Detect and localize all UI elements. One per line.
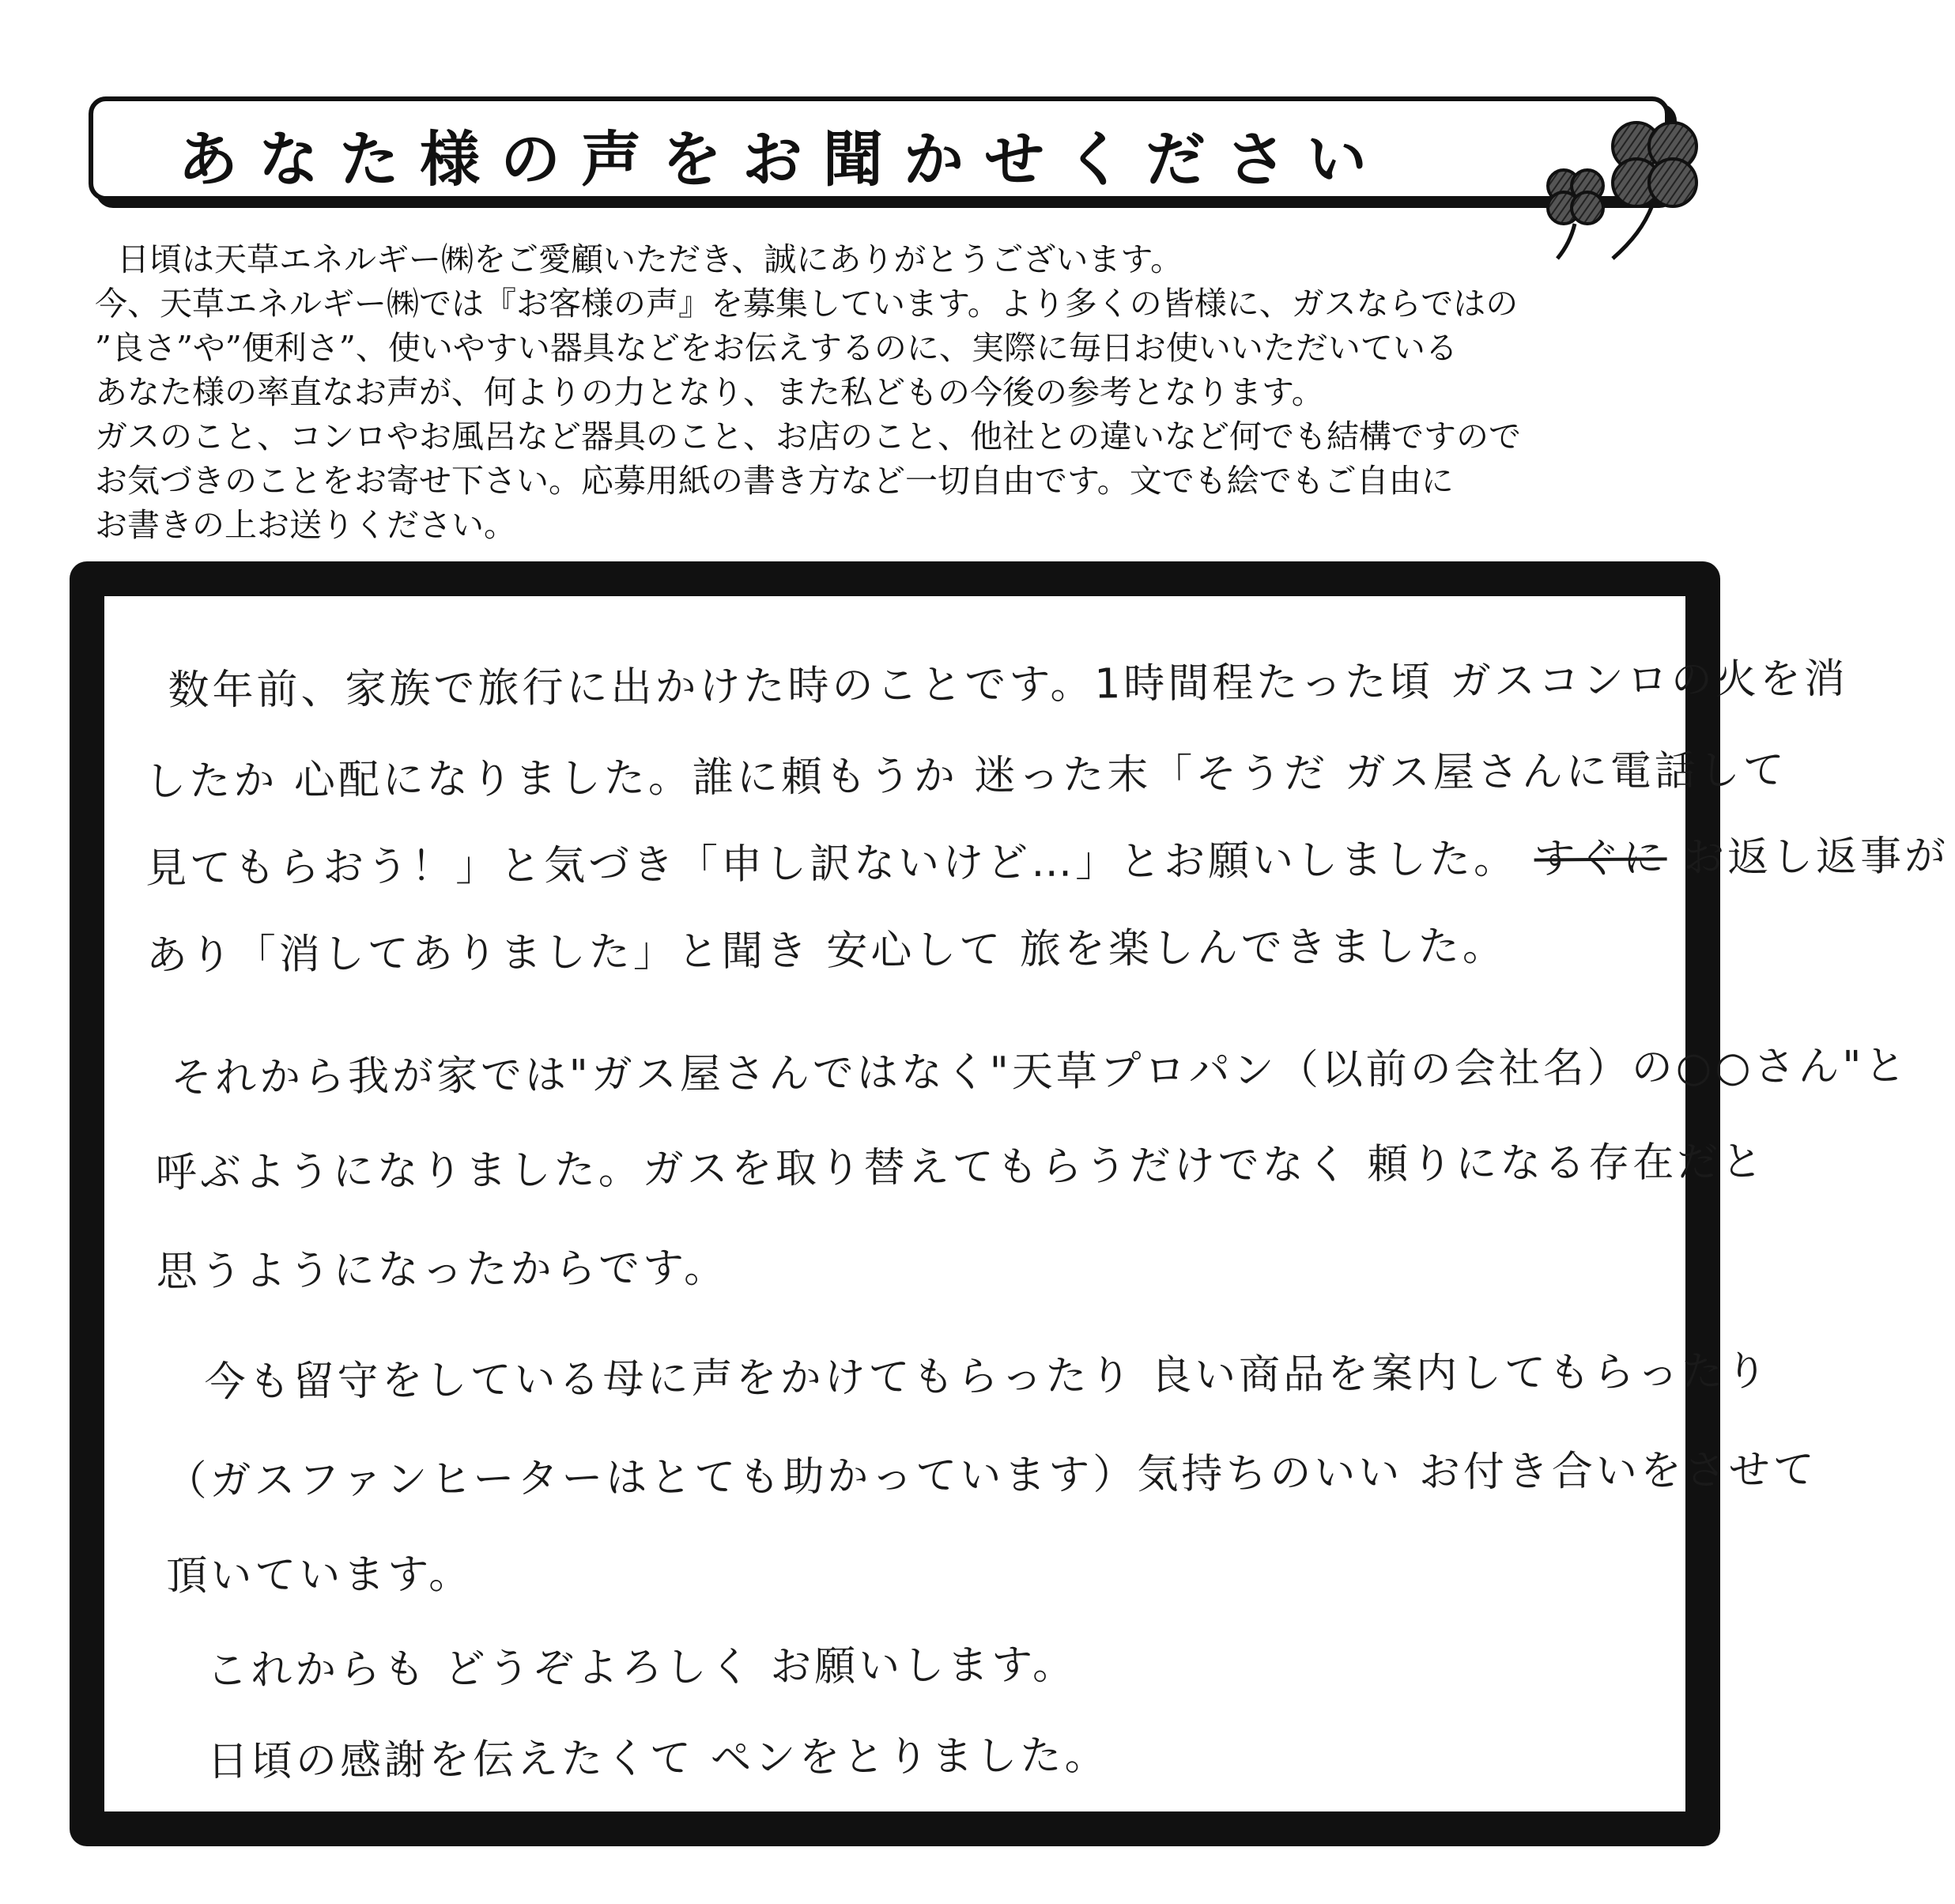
intro-line: 日頃は天草エネルギー㈱をご愛顧いただき、誠にありがとうございます。 — [117, 240, 1183, 278]
handwritten-line: したか 心配になりました。誰に頼もうか 迷った末「そうだ ガス屋さんに電話して — [145, 746, 1788, 806]
intro-line: お気づきのことをお寄せ下さい。応募用紙の書き方など一切自由です。文でも絵でもご自由に — [95, 462, 1454, 500]
handwritten-line: （ガスファンヒーターはとても助かっています）気持ちのいい お付き合いをさせて — [165, 1446, 1818, 1505]
handwritten-line: 数年前、家族で旅行に出かけた時のことです。1時間程たった頃 ガスコンロの火を消 — [168, 655, 1849, 715]
handwritten-segment: お返し返事が — [1682, 832, 1949, 882]
intro-line: 今、天草エネルギー㈱では『お客様の声』を募集しています。より多くの皆様に、ガスならではの — [95, 285, 1519, 323]
handwritten-line: 今も留守をしている母に声をかけてもらったり 良い商品を案内してもらったり — [204, 1347, 1771, 1407]
struck-out-text: すぐに — [1534, 834, 1667, 883]
intro-line: ガスのこと、コンロやお風呂など器具のこと、お店のこと、他社との違いなど何でも結構ですので — [95, 417, 1521, 455]
intro-line: お書きの上お送りください。 — [95, 506, 516, 544]
handwritten-line — [145, 822, 1949, 894]
message-paper — [104, 596, 1949, 1811]
handwritten-line: それから我が家では"ガス屋さんではなく"天草プロパン（以前の会社名）の○○さん"と — [170, 1042, 1909, 1102]
intro-line: ”良さ”や”便利さ”、使いやすい器具などをお伝えするのに、実際に毎日お使いいただいている — [95, 329, 1458, 367]
handwritten-segment: 見てもらおう！」と気づき「申し訳ないけど…」とお願いしました。 — [145, 835, 1519, 893]
handwritten-line: あり「消してありました」と聞き 安心して 旅を楽しんできました。 — [145, 922, 1508, 980]
message-frame — [70, 561, 1949, 1846]
handwritten-line: これからも どうぞよろしく お願いします。 — [206, 1641, 1078, 1695]
handwritten-line: 日頃の感謝を伝えたくて ペンをとりました。 — [206, 1732, 1109, 1786]
handwritten-line: 思うようになったからです。 — [156, 1244, 729, 1296]
handwritten-line: 呼ぶようになりました。ガスを取り替えてもらうだけでなく 頼りになる存在だと — [155, 1138, 1766, 1197]
handwritten-message — [136, 622, 1949, 1786]
intro-line: あなた様の率直なお声が、何よりの力となり、また私どもの今後の参考となります。 — [95, 373, 1324, 411]
page-title: あなた様の声をお聞かせください — [178, 124, 1387, 195]
handwritten-line: 頂いています。 — [166, 1550, 474, 1600]
intro-text — [95, 237, 1708, 547]
